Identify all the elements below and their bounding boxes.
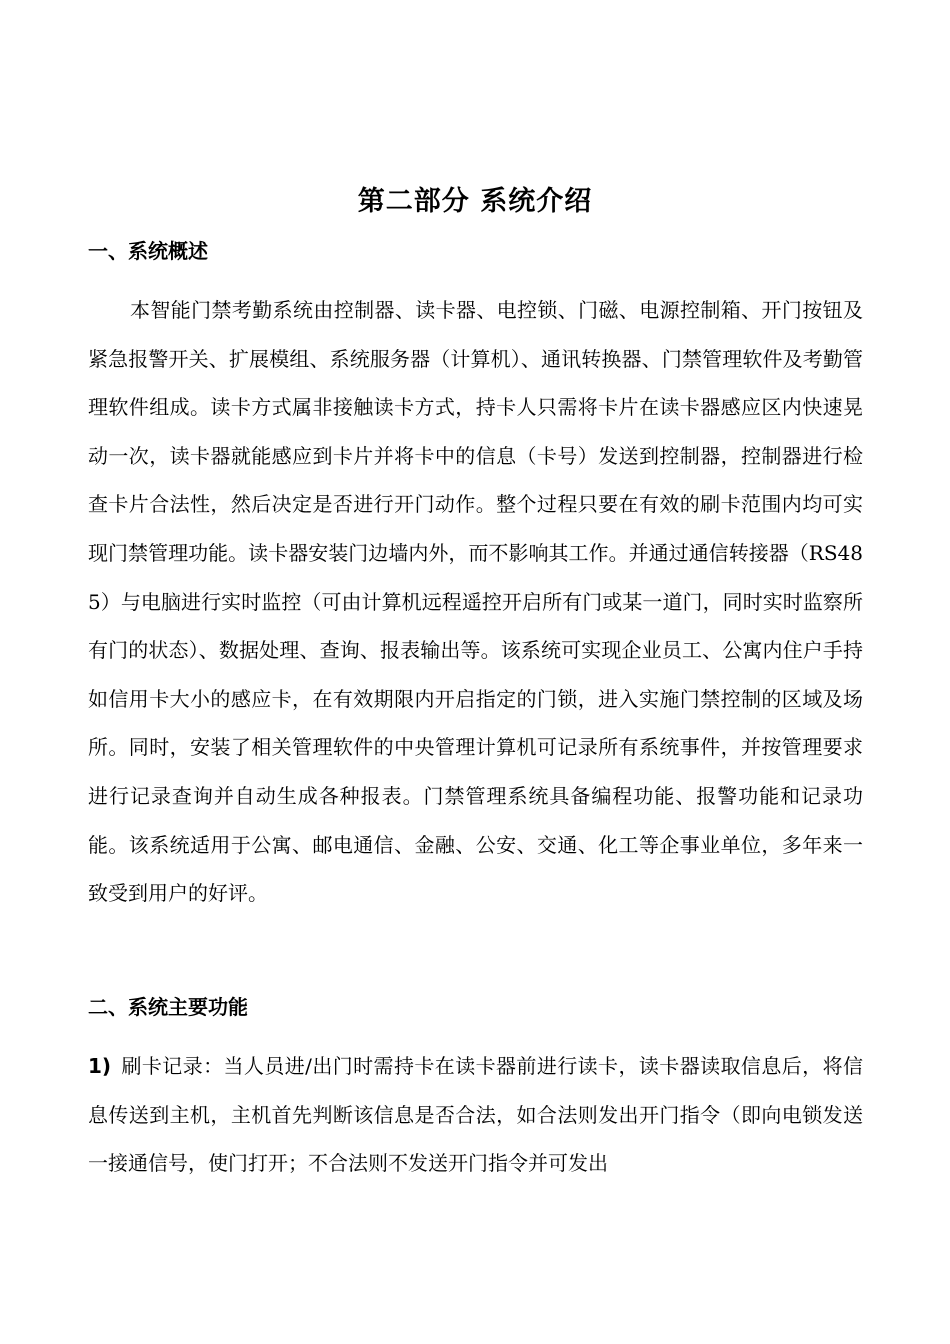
page-title: 第二部分 系统介绍: [357, 186, 593, 217]
function-item-text: 刷卡记录：当人员进/出门时需持卡在读卡器前进行读卡，读卡器读取信息后，将信息传送到主机，主机首先判断该信息是否合法，如合法则发出开门指令（即向电锁发送一接通信号，使门打开；不合法则不发送开门指令并可发出: [88, 1054, 863, 1176]
function-item-card-record: [88, 1042, 863, 1188]
overview-paragraph: 本智能门禁考勤系统由控制器、读卡器、电控锁、门磁、电源控制箱、开门按钮及紧急报警开关、扩展模组、系统服务器（计算机）、通讯转换器、门禁管理软件及考勤管理软件组成。读卡方式属非接触读卡方式，持卡人只需将卡片在读卡器感应区内快速晃动一次，读卡器就能感应到卡片并将卡中的信息（卡号）发送到控制器，控制器进行检查卡片合法性，然后决定是否进行开门动作。整个过程只要在有效的刷卡范围内均可实现门禁管理功能。读卡器安装门边墙内外，而不影响其工作。并通过通信转接器（RS485）与电脑进行实时监控（可由计算机远程遥控开启所有门或某一道门，同时实时监察所有门的状态）、数据处理、查询、报表输出等。该系统可实现企业员工、公寓内住户手持如信用卡大小的感应卡，在有效期限内开启指定的门锁，进入实施门禁控制的区域及场所。同时，安装了相关管理软件的中央管理计算机可记录所有系统事件，并按管理要求进行记录查询并自动生成各种报表。门禁管理系统具备编程功能、报警功能和记录功能。该系统适用于公寓、邮电通信、金融、公安、交通、化工等企事业单位，多年来一致受到用户的好评。: [88, 298, 863, 906]
section-heading-functions: 二、系统主要功能: [88, 995, 248, 1019]
list-item-number: 1): [88, 1054, 112, 1078]
section-heading-overview: 一、系统概述: [88, 239, 208, 263]
